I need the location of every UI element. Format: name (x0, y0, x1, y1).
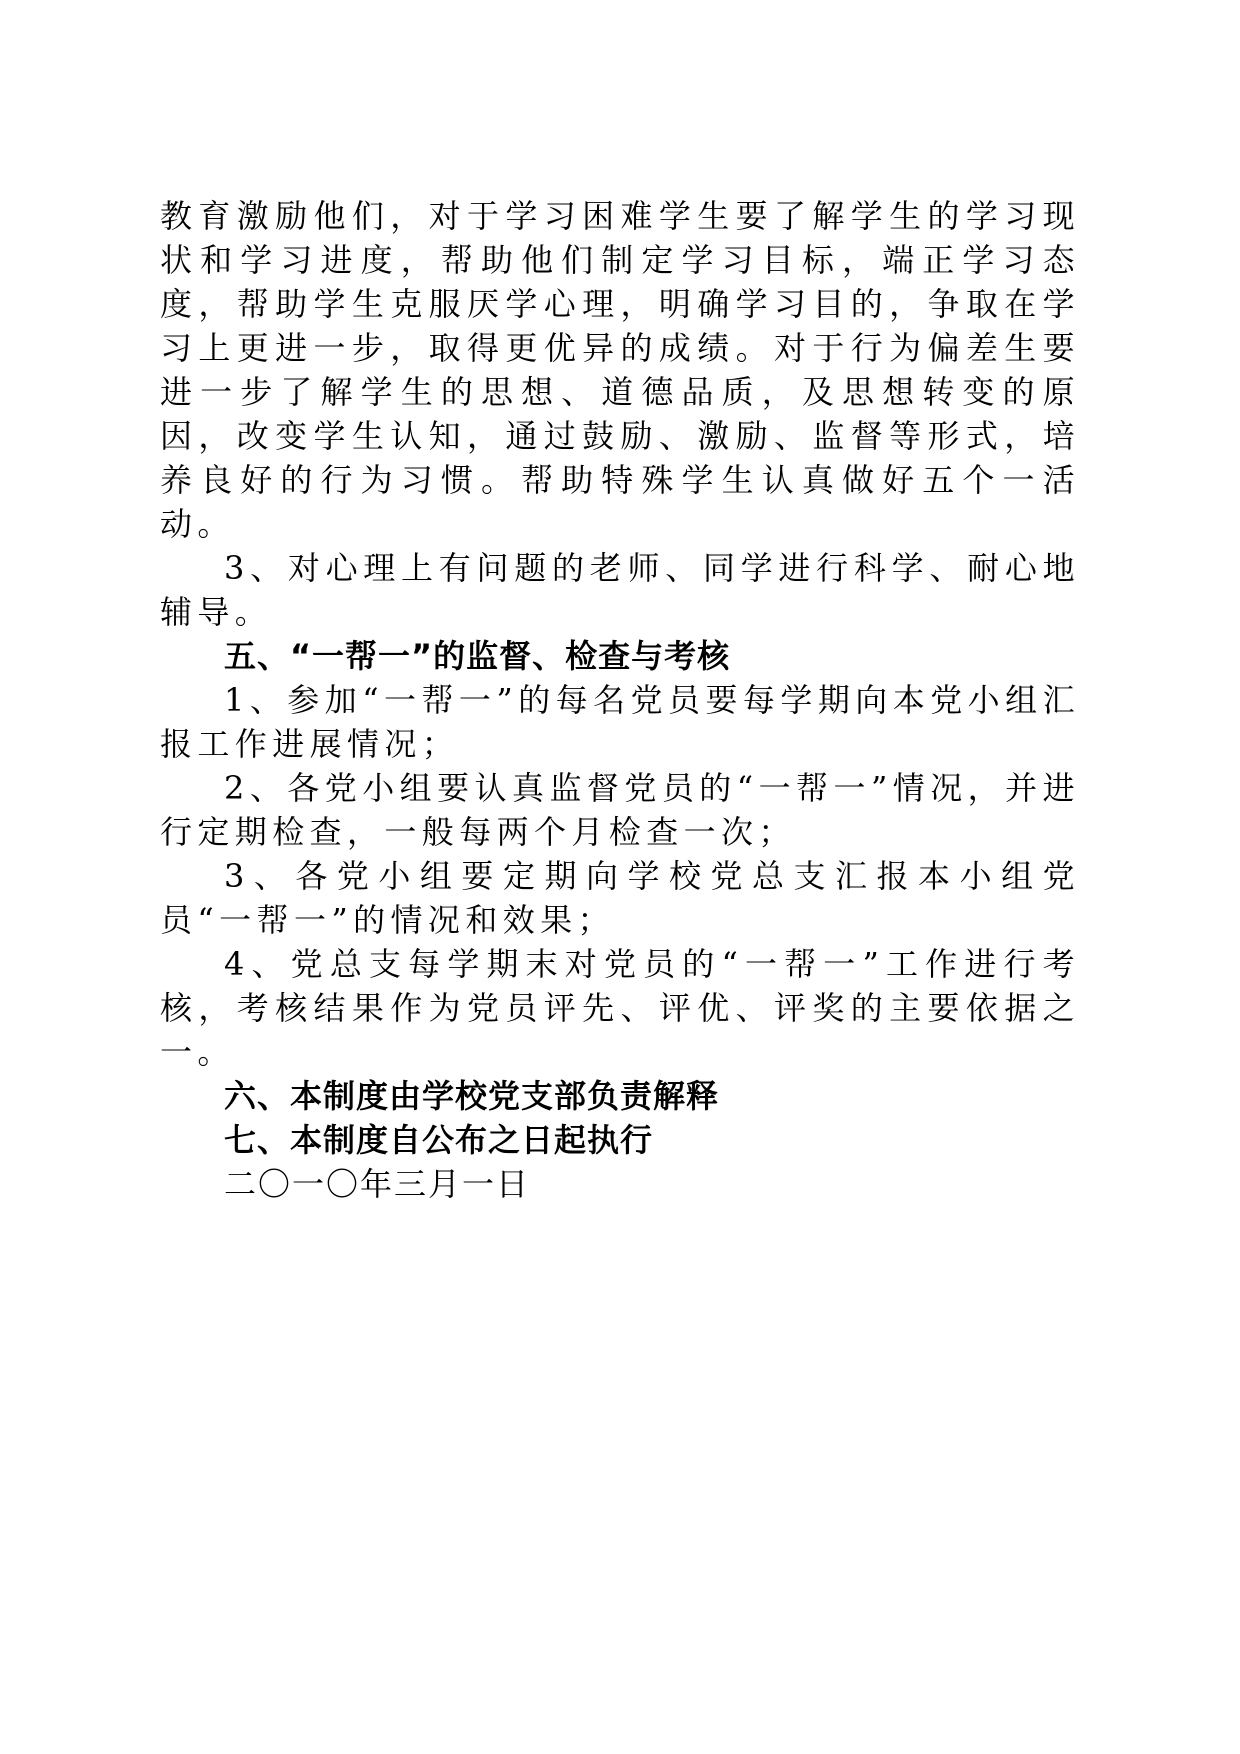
paragraph-encouragement: 教育激励他们，对于学习困难学生要了解学生的学习现状和学习进度，帮助他们制定学习目标，端正学习态度，帮助学生克服厌学心理，明确学习目的，争取在学习上更进一步，取得更优异的成绩。对于行为偏差生要进一步了解学生的思想、道德品质，及思想转变的原因，改变学生认知，通过鼓励、激励、监督等形式，培养良好的行为习惯。帮助特殊学生认真做好五个一活动。 (160, 197, 1080, 543)
section5-item-1: 1、参加“一帮一”的每名党员要每学期向本党小组汇报工作进展情况； (160, 681, 1080, 763)
section5-item-2: 2、各党小组要认真监督党员的“一帮一”情况，并进行定期检查，一般每两个月检查一次； (160, 769, 1080, 851)
section-heading-7: 七、本制度自公布之日起执行 (224, 1121, 654, 1159)
document-date: 二〇一〇年三月一日 (224, 1165, 531, 1203)
section5-item-3: 3、各党小组要定期向学校党总支汇报本小组党员“一帮一”的情况和效果； (160, 857, 1080, 939)
paragraph-item-3: 3、对心理上有问题的老师、同学进行科学、耐心地辅导。 (160, 549, 1080, 631)
document-body (160, 194, 1080, 1206)
section-heading-5: 五、“一帮一”的监督、检查与考核 (224, 637, 731, 675)
section-heading-6: 六、本制度由学校党支部负责解释 (224, 1077, 720, 1115)
section5-item-4: 4、党总支每学期末对党员的“一帮一”工作进行考核，考核结果作为党员评先、评优、评奖的主要依据之一。 (160, 945, 1080, 1071)
